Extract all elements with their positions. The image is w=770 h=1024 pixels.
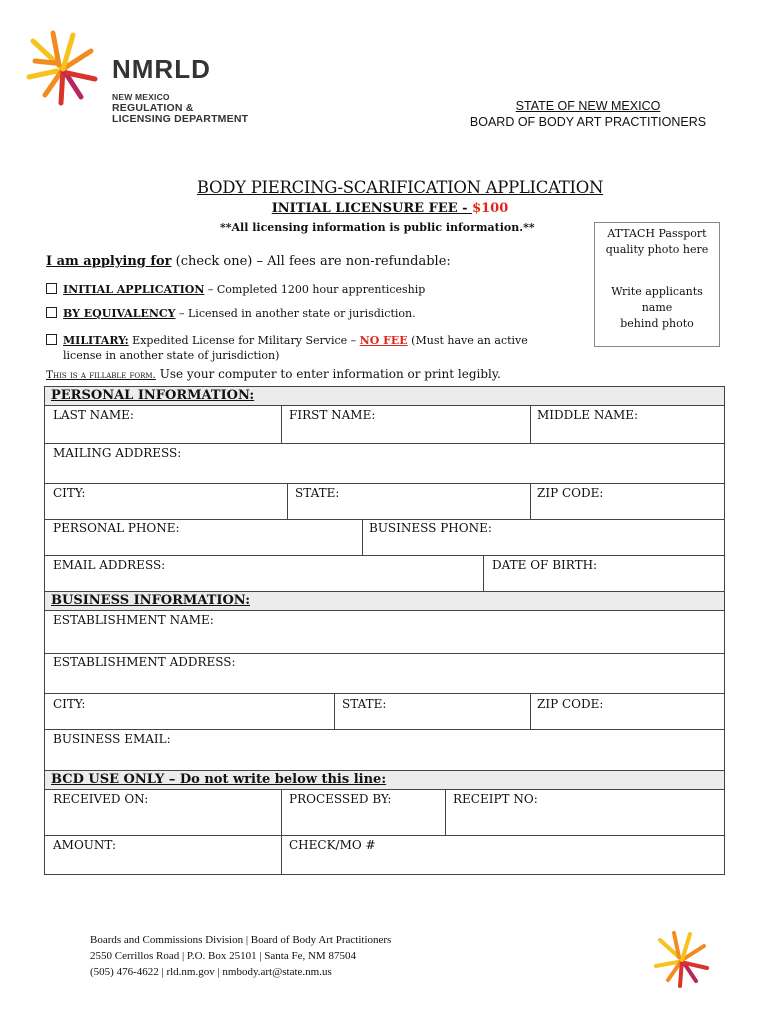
- last-name-field[interactable]: LAST NAME:: [53, 408, 134, 422]
- nmrld-logo-icon: [18, 28, 108, 110]
- dob-field[interactable]: DATE OF BIRTH:: [492, 558, 598, 572]
- option-military-label: MILITARY:: [63, 334, 129, 347]
- personal-section-header: [45, 387, 724, 405]
- option-initial[interactable]: [46, 282, 425, 297]
- option-military-desc3: license in another state of jurisdiction): [63, 349, 280, 362]
- dept-line1: NEW MEXICO: [112, 92, 170, 102]
- business-email-field[interactable]: BUSINESS EMAIL:: [53, 732, 171, 746]
- checkbox-military[interactable]: [46, 334, 57, 345]
- received-on-field[interactable]: RECEIVED ON:: [53, 792, 149, 806]
- footer: [90, 932, 391, 980]
- photo-line2: quality photo here: [605, 243, 709, 256]
- option-equivalency[interactable]: [46, 306, 416, 321]
- department-name: [112, 92, 248, 125]
- business-phone-field[interactable]: BUSINESS PHONE:: [369, 521, 492, 535]
- amount-field[interactable]: AMOUNT:: [53, 838, 117, 852]
- bcd-heading: BCD USE ONLY – Do not write below this line:: [51, 772, 387, 787]
- footer-line2: 2550 Cerrillos Road | P.O. Box 25101 | Santa Fe, NM 87504: [90, 950, 356, 962]
- footer-line3: (505) 476-4622 | rld.nm.gov | nmbody.art@state.nm.us: [90, 966, 332, 978]
- page-title: [0, 178, 770, 197]
- email-field[interactable]: EMAIL ADDRESS:: [53, 558, 166, 572]
- state-field[interactable]: STATE:: [295, 486, 340, 500]
- personal-phone-field[interactable]: PERSONAL PHONE:: [53, 521, 180, 535]
- checkbox-equivalency[interactable]: [46, 307, 57, 318]
- photo-line3: Write applicants: [611, 285, 703, 298]
- footer-line1: Boards and Commissions Division | Board of Body Art Practitioners: [90, 934, 392, 946]
- application-form: [44, 386, 725, 875]
- option-initial-label: INITIAL APPLICATION: [63, 283, 205, 296]
- option-military-nofee: NO FEE: [359, 334, 408, 347]
- photo-line5: behind photo: [620, 317, 694, 330]
- option-military[interactable]: [46, 333, 528, 363]
- fee-amount: $100: [472, 201, 509, 216]
- option-military-desc: Expedited License for Military Service –: [128, 334, 360, 347]
- option-equivalency-label: BY EQUIVALENCY: [63, 307, 176, 320]
- photo-line1: ATTACH Passport: [607, 227, 707, 240]
- fillable-note: [46, 367, 501, 381]
- board-heading: [440, 98, 736, 130]
- fillable-rest: Use your computer to enter information or print legibly.: [155, 367, 501, 381]
- receipt-no-field[interactable]: RECEIPT NO:: [453, 792, 538, 806]
- applying-rest: (check one) – All fees are non-refundable:: [171, 254, 451, 269]
- applying-bold: I am applying for: [46, 254, 172, 269]
- processed-by-field[interactable]: PROCESSED BY:: [289, 792, 392, 806]
- option-initial-desc: – Completed 1200 hour apprenticeship: [204, 283, 426, 296]
- personal-heading: PERSONAL INFORMATION:: [51, 388, 255, 403]
- dept-line3: LICENSING DEPARTMENT: [112, 113, 249, 125]
- fee-line: [0, 201, 770, 216]
- public-note: **All licensing information is public information.**: [220, 221, 535, 234]
- option-military-desc2: (Must have an active: [407, 334, 528, 347]
- business-zip-field[interactable]: ZIP CODE:: [537, 697, 604, 711]
- dept-line2: REGULATION &: [112, 102, 194, 114]
- establishment-name-field[interactable]: ESTABLISHMENT NAME:: [53, 613, 214, 627]
- business-state-field[interactable]: STATE:: [342, 697, 387, 711]
- page-title-text: BODY PIERCING-SCARIFICATION APPLICATION: [196, 178, 604, 197]
- establishment-address-field[interactable]: ESTABLISHMENT ADDRESS:: [53, 655, 236, 669]
- mailing-address-field[interactable]: MAILING ADDRESS:: [53, 446, 182, 460]
- fillable-bold: This is a fillable form.: [46, 369, 156, 381]
- check-mo-field[interactable]: CHECK/MO #: [289, 838, 376, 852]
- board-name: BOARD OF BODY ART PRACTITIONERS: [469, 115, 707, 129]
- fee-label: INITIAL LICENSURE FEE -: [271, 201, 473, 216]
- business-section-header: [45, 592, 724, 610]
- business-heading: BUSINESS INFORMATION:: [51, 593, 250, 608]
- photo-box: [594, 222, 720, 347]
- brand-name: NMRLD: [112, 54, 211, 84]
- middle-name-field[interactable]: MIDDLE NAME:: [537, 408, 639, 422]
- first-name-field[interactable]: FIRST NAME:: [289, 408, 376, 422]
- checkbox-initial[interactable]: [46, 283, 57, 294]
- option-equivalency-desc: – Licensed in another state or jurisdiction.: [175, 307, 416, 320]
- footer-logo-icon: [650, 928, 714, 992]
- city-field[interactable]: CITY:: [53, 486, 86, 500]
- applying-heading: [46, 254, 451, 269]
- zip-field[interactable]: ZIP CODE:: [537, 486, 604, 500]
- photo-line4: name: [641, 301, 673, 314]
- business-city-field[interactable]: CITY:: [53, 697, 86, 711]
- bcd-section-header: [45, 771, 724, 789]
- state-name: STATE OF NEW MEXICO: [515, 99, 661, 113]
